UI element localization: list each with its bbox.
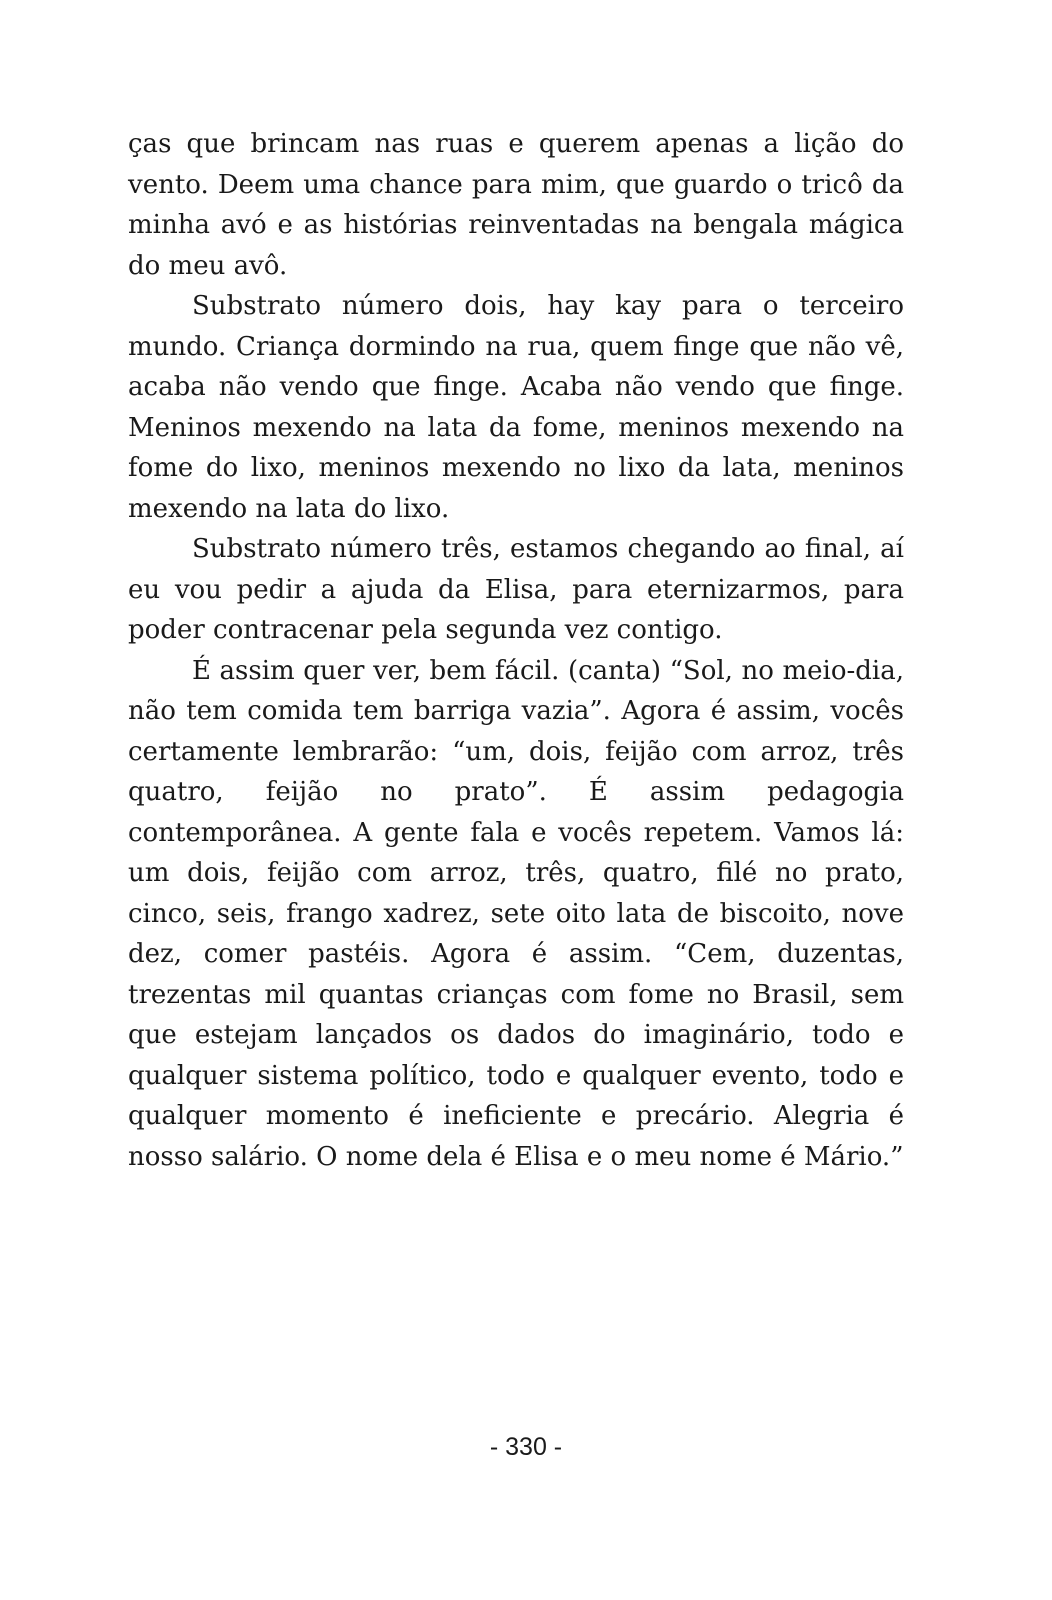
paragraph: Substrato número três, estamos chegando ao final, aí eu vou pedir a ajuda da Elisa, para eternizarmos, para poder contracenar pela segunda vez contigo. [128,534,904,645]
paragraph: Substrato número dois, hay kay para o terceiro mundo. Criança dormindo na rua, quem finge que não vê, acaba não vendo que finge. Acaba não vendo que finge. Meninos mexendo na lata da fome, meninos mexendo na fome do lixo, meninos mexendo no lixo da lata, meninos mexendo na lata do lixo. [128,291,904,524]
body-text [128,124,904,1177]
page-number: - 330 - [489,1433,563,1461]
paragraph-continued: ças que brincam nas ruas e querem apenas a lição do vento. Deem uma chance para mim, que guardo o tricô da minha avó e as histórias reinventadas na bengala mágica do meu avô. [128,129,904,281]
paragraph: É assim quer ver, bem fácil. (canta) “Sol, no meio-dia, não tem comida tem barriga vazia”. Agora é assim, vocês certamente lembrarão: “um, dois, feijão com arroz, três quatro, feijão no prato”. É assim pedagogia contemporânea. A gente fala e vocês repetem. Vamos lá: um dois, feijão com arroz, três, quatro, filé no prato, cinco, seis, frango xadrez, sete oito lata de biscoito, nove dez, comer pastéis. Agora é assim. “Cem, duzentas, trezentas mil quantas crianças com fome no Brasil, sem que estejam lançados os dados do imaginário, todo e qualquer sistema político, todo e qualquer evento, todo e qualquer momento é ineficiente e precário. Alegria é nosso salário. O nome dela é Elisa e o meu nome é Mário.” [128,655,904,1172]
